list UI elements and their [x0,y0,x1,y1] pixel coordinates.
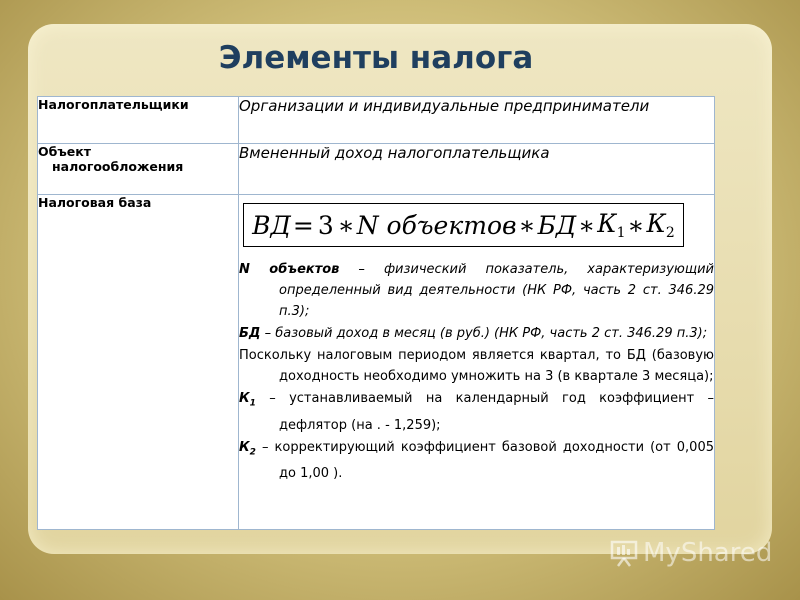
formula-n-objects: N объектов [356,210,517,240]
note-bd-term: БД [239,326,261,341]
table-row-taxpayers [38,97,715,144]
formula-bd: БД [537,210,577,240]
tax-object-label [38,144,239,195]
formula-k1-subscript: 1 [616,225,626,241]
note-k1-term: К [239,391,250,406]
taxpayers-label: Налогоплательщики [38,97,239,144]
taxpayers-value: Организации и индивидуальные предприниматели [239,97,715,144]
tax-base-label: Налоговая база [38,195,239,530]
table-row-tax-object [38,144,715,195]
formula-multiply-4: ∗ [627,210,645,240]
formula-lhs: ВД [252,210,291,240]
note-n-objects [239,259,714,322]
note-k2-subscript: 2 [249,447,256,458]
note-k2 [239,437,714,485]
tax-object-label-line1: Объект [38,144,91,159]
note-k1 [239,388,714,436]
note-k2-text: – корректирующий коэффициент базовой доходности (от 0,005 до 1,00 ). [255,439,714,482]
note-bd-text: – базовый доход в месяц (в руб.) (НК РФ, часть 2 ст. 346.29 п.3); [260,326,708,341]
note-tax-period: Поскольку налоговым периодом является квартал, то БД (базовую доходность необходимо умножить на 3 (в квартале 3 месяца); [239,348,714,384]
tax-base-content [239,195,715,530]
note-bd [239,323,714,344]
tax-object-value: Вмененный доход налогоплательщика [239,144,715,195]
tax-elements-table [37,96,715,530]
formula-multiply-2: ∗ [518,210,536,240]
note-n-objects-term: N объектов [239,262,340,277]
note-n-objects-text: – физический показатель, характеризующий определенный вид деятельности (НК РФ, часть 2 ст. 346.29 п.3); [279,262,715,319]
formula-k1 [597,209,625,241]
formula-three: 3 [317,210,334,240]
tax-object-label-line2: налогообложения [52,159,184,174]
tax-base-notes [239,259,714,484]
slide-title: Элементы налога [218,40,534,76]
formula-multiply-3: ∗ [578,210,596,240]
note-k1-text: – устанавливаемый на календарный год коэффициент – дефлятор (на . - 1,259); [255,391,714,433]
note-k2-term: К [239,439,250,455]
formula-k1-letter: К [597,209,617,238]
formula-multiply-1: ∗ [337,210,355,240]
watermark-text: MyShared [643,538,773,568]
note-k1-subscript: 1 [249,398,256,409]
presentation-board-icon [609,538,639,568]
formula-equals: = [292,210,314,240]
formula-k2-letter: К [646,209,666,238]
tax-base-formula [243,203,684,247]
table-row-tax-base [38,195,715,530]
formula-k2-subscript: 2 [665,225,675,241]
watermark [609,538,772,568]
formula-k2 [647,209,675,241]
